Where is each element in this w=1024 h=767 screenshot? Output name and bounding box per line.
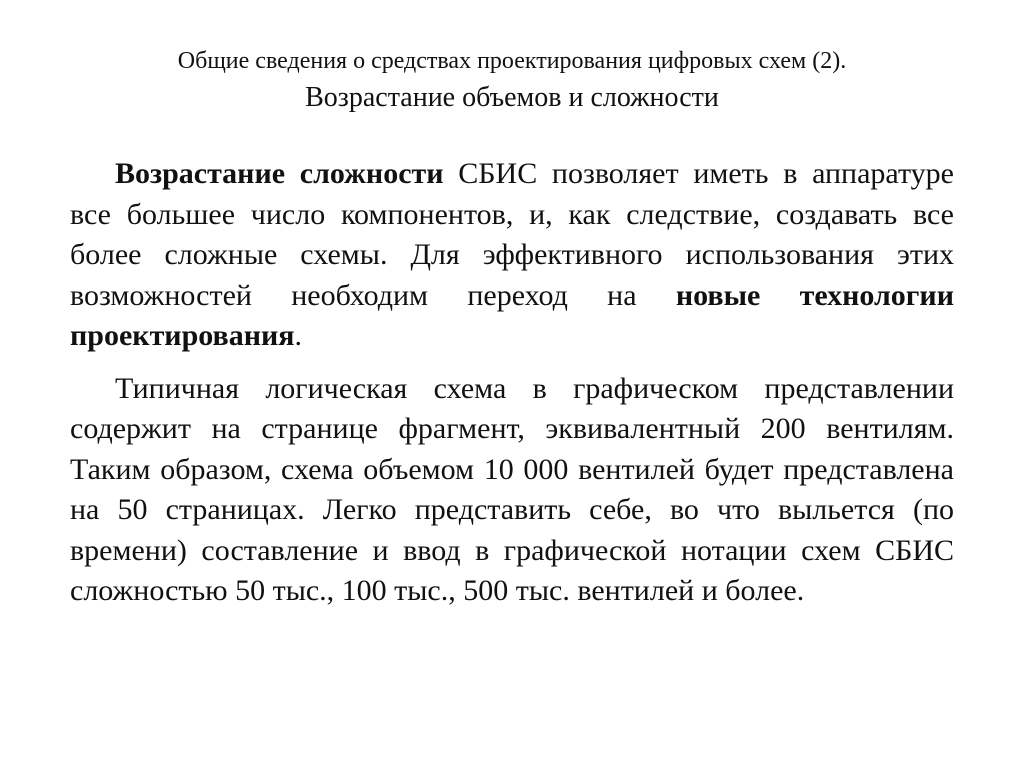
paragraph-2: Типичная логическая схема в графическом представлении содержит на странице фрагмент, эквивалентный 200 вентилям. Таким образом, схема объемом 10 000 вентилей будет представлена на 50 страницах. Легко представить себе, во что выльется (по времени) составление и ввод в графической нотации схем СБИС сложностью 50 тыс., 100 тыс., 500 тыс. вентилей и более. (70, 371, 954, 607)
paragraph-1 (70, 154, 954, 357)
paragraph-1-period: . (294, 319, 303, 352)
title-line-2: Возрастание объемов и сложности (305, 82, 719, 113)
bold-phrase-complexity: Возрастание сложности (115, 157, 444, 190)
bold-phrase-new-technologies: новые технологии проектирования (70, 278, 955, 352)
paragraph-1-text: СБИС позволяет иметь в аппаратуре все большее число компонентов, и, как следствие, создавать все более сложные схемы. Для эффективного использования этих возможностей необходим переход на (70, 157, 954, 312)
title-line-1: Общие сведения о средствах проектирования цифровых схем (2). (177, 48, 847, 74)
slide-title (70, 44, 954, 118)
slide-body (70, 154, 954, 612)
